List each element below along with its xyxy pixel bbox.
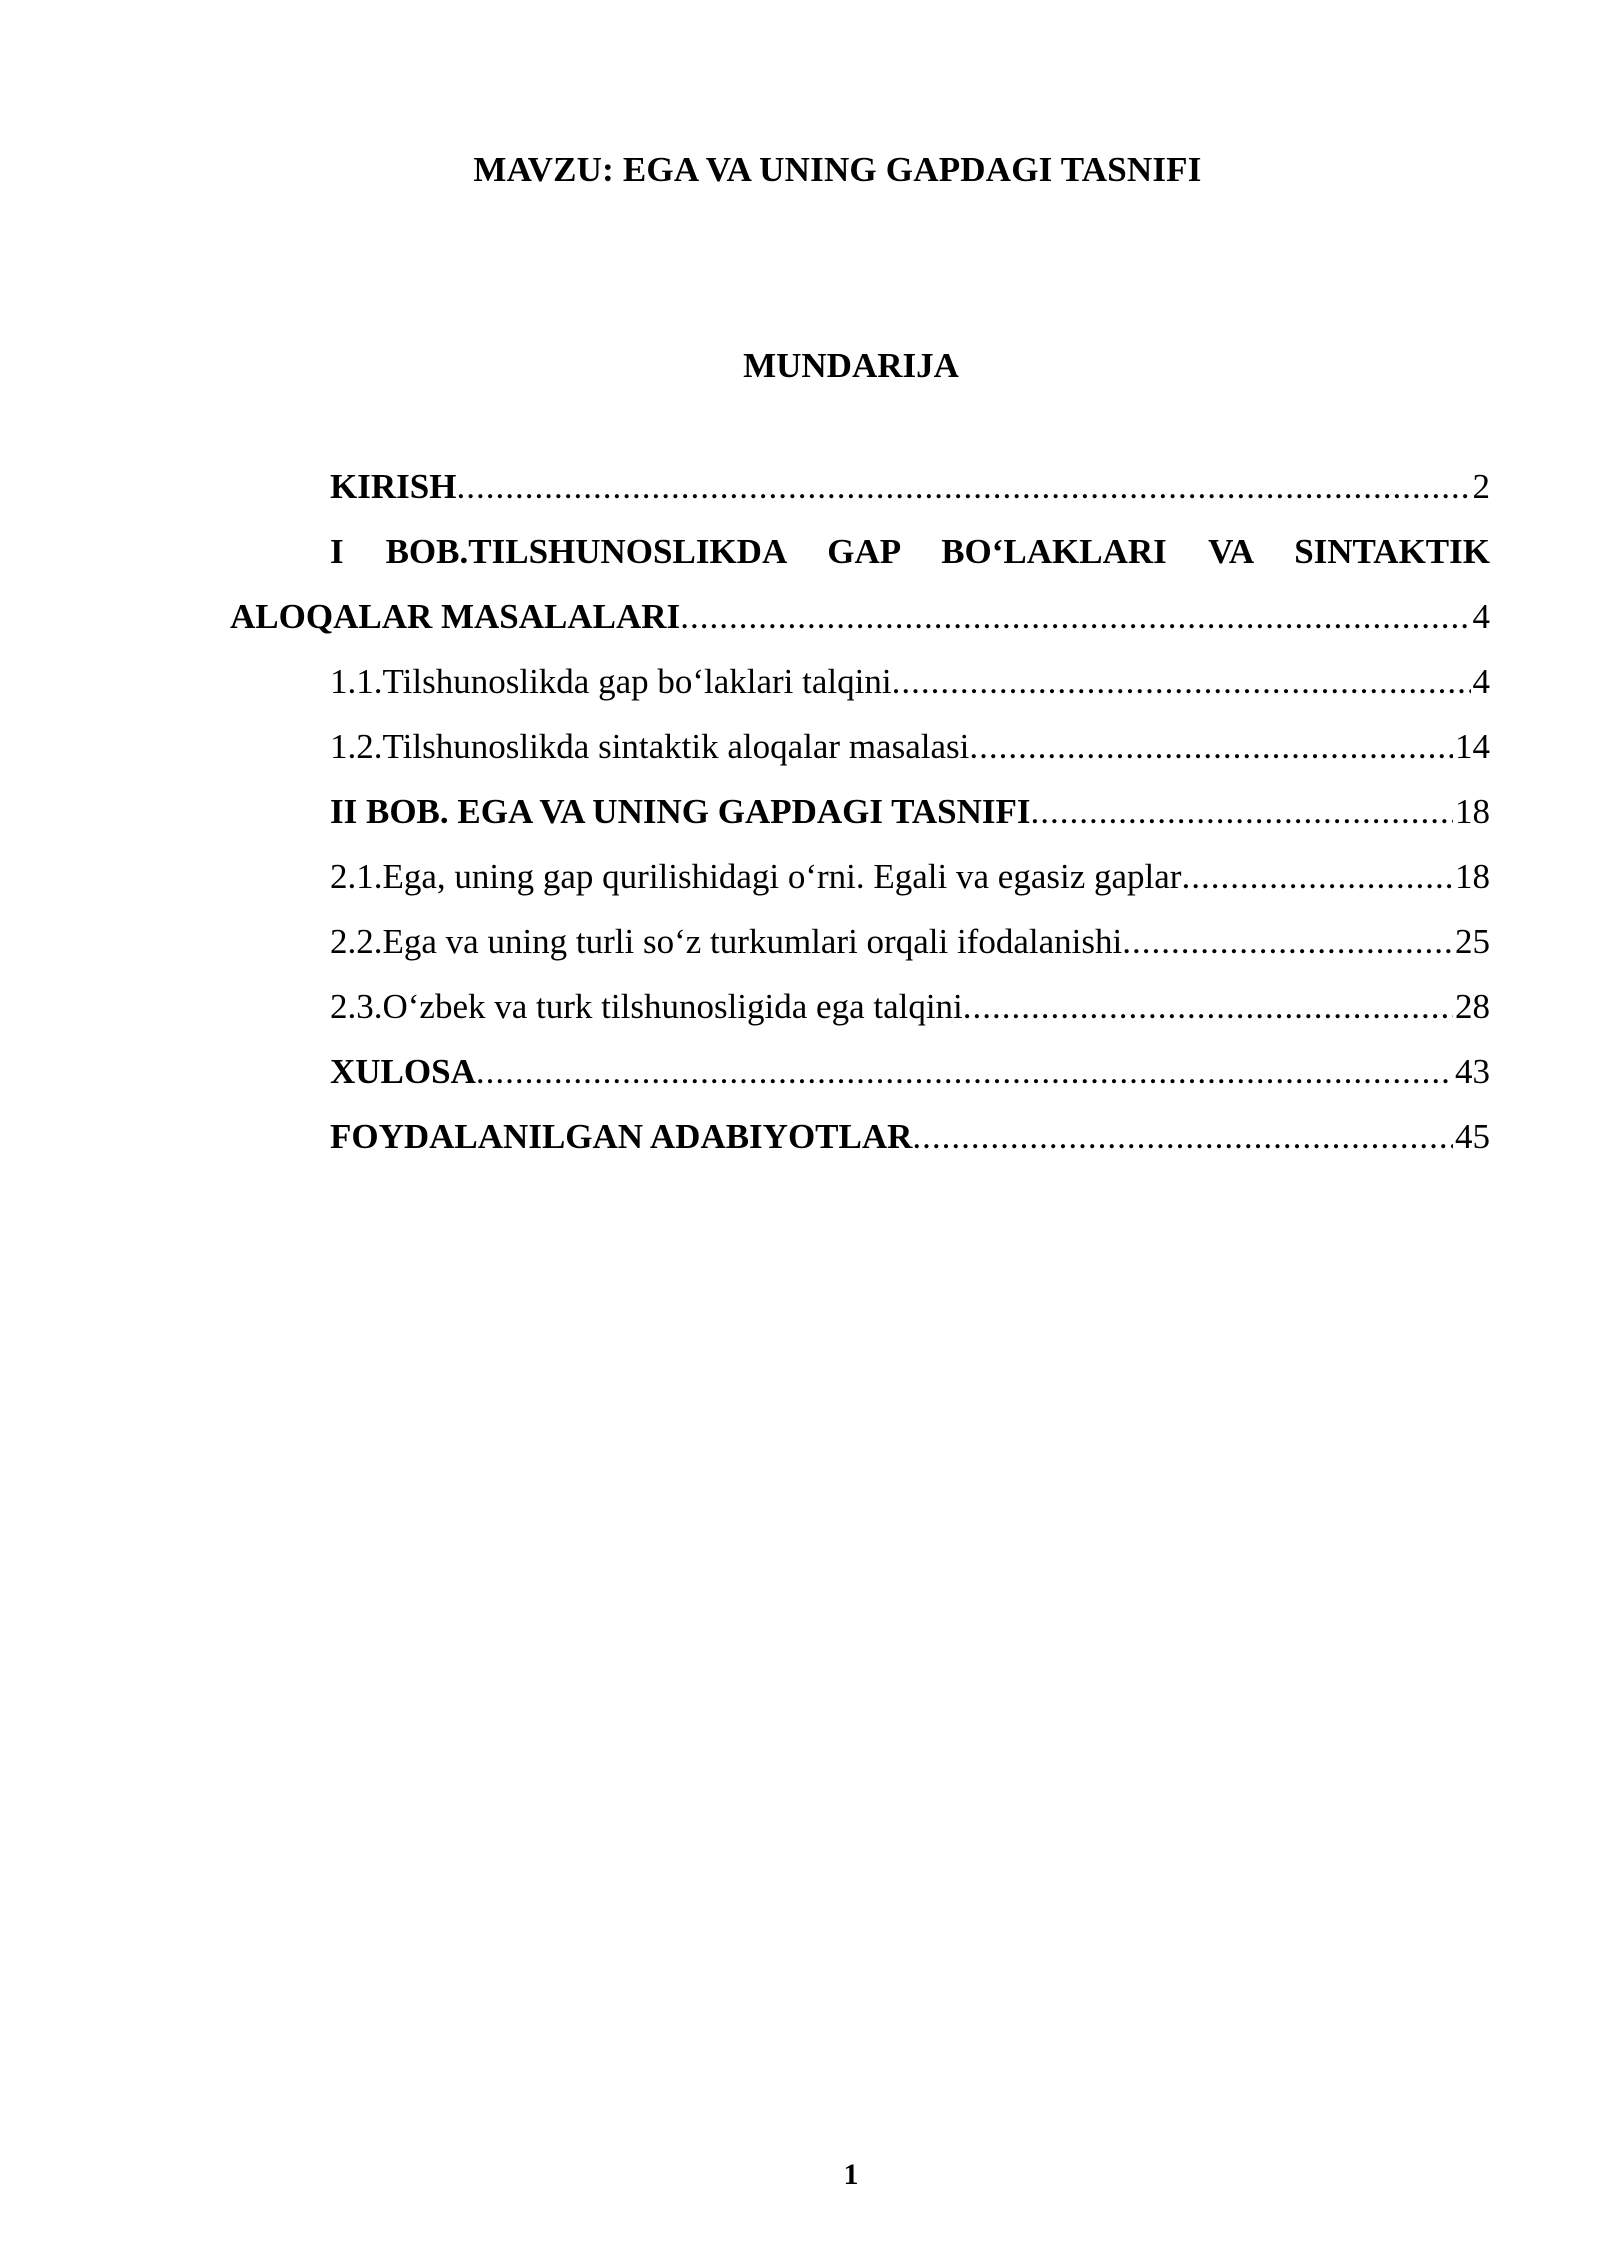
toc-heading: MUNDARIJA bbox=[743, 346, 959, 385]
toc-entry-2-3[interactable] bbox=[230, 983, 1490, 1048]
toc-leader-dots bbox=[680, 593, 1470, 641]
toc-entry-label: 1.2.Tilshunoslikda sintaktik aloqalar masalasi bbox=[330, 723, 969, 771]
toc-leader-dots bbox=[969, 723, 1453, 771]
toc-entry-page: 45 bbox=[1455, 1117, 1490, 1156]
toc-entry-adabiyotlar[interactable] bbox=[230, 1113, 1490, 1178]
toc-entry-1-2[interactable] bbox=[230, 723, 1490, 788]
toc-entry-label: I BOB.TILSHUNOSLIKDA GAP BO‘LAKLARI VA SINTAKTIK bbox=[330, 532, 1490, 571]
toc-leader-dots bbox=[456, 463, 1470, 511]
toc-entry-label: ALOQALAR MASALALARI bbox=[230, 593, 680, 641]
toc-entry-chapter-1-line-2[interactable] bbox=[230, 593, 1490, 658]
toc-entry-page: 18 bbox=[1455, 857, 1490, 896]
toc-entry-label: 2.3.O‘zbek va turk tilshunosligida ega talqini bbox=[330, 983, 963, 1031]
toc-entry-label: FOYDALANILGAN ADABIYOTLAR bbox=[330, 1113, 912, 1161]
toc-entry-1-1[interactable] bbox=[230, 658, 1490, 723]
page-title: MAVZU: EGA VA UNING GAPDAGI TASNIFI bbox=[473, 150, 1202, 189]
toc-entry-page: 4 bbox=[1472, 662, 1490, 701]
toc-entry-page: 18 bbox=[1455, 792, 1490, 831]
toc-entry-page: 4 bbox=[1472, 597, 1490, 636]
toc-entry-label: 2.2.Ega va uning turli so‘z turkumlari orqali ifodalanishi bbox=[330, 918, 1122, 966]
toc-entry-label: 1.1.Tilshunoslikda gap bo‘laklari talqini bbox=[330, 658, 892, 706]
toc-leader-dots bbox=[892, 658, 1471, 706]
toc-leader-dots bbox=[963, 983, 1453, 1031]
toc-entry-page: 28 bbox=[1455, 987, 1490, 1026]
toc-leader-dots bbox=[1181, 853, 1453, 901]
toc-entry-page: 2 bbox=[1472, 467, 1490, 506]
toc-entry-label: 2.1.Ega, uning gap qurilishidagi o‘rni. Egali va egasiz gaplar bbox=[330, 853, 1181, 901]
page-number: 1 bbox=[843, 2158, 859, 2191]
toc-entry-label: II BOB. EGA VA UNING GAPDAGI TASNIFI bbox=[330, 788, 1031, 836]
toc-entry-label: KIRISH bbox=[330, 463, 456, 511]
toc-leader-dots bbox=[912, 1113, 1453, 1161]
toc-entry-2-2[interactable] bbox=[230, 918, 1490, 983]
toc-entry-label: XULOSA bbox=[330, 1048, 476, 1096]
toc-entry-xulosa[interactable] bbox=[230, 1048, 1490, 1113]
toc-entry-chapter-2[interactable] bbox=[230, 788, 1490, 853]
toc-leader-dots bbox=[1031, 788, 1454, 836]
toc-entry-chapter-1-line-1[interactable] bbox=[230, 528, 1490, 593]
toc-leader-dots bbox=[1122, 918, 1453, 966]
toc-entry-2-1[interactable] bbox=[230, 853, 1490, 918]
table-of-contents bbox=[230, 463, 1490, 1178]
toc-entry-page: 25 bbox=[1455, 922, 1490, 961]
toc-leader-dots bbox=[476, 1048, 1453, 1096]
toc-entry-page: 14 bbox=[1455, 727, 1490, 766]
toc-entry-kirish[interactable] bbox=[230, 463, 1490, 528]
toc-entry-page: 43 bbox=[1455, 1052, 1490, 1091]
